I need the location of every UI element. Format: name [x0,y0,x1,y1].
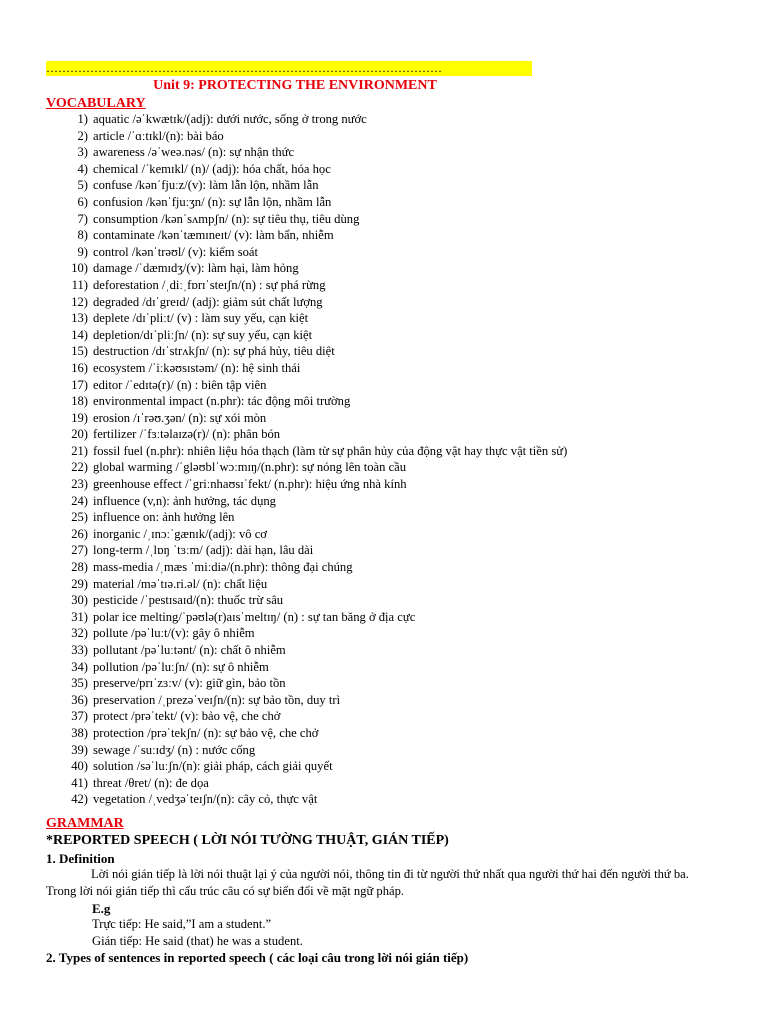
vocabulary-item-text: consumption /kənˈsʌmpʃn/ (n): sự tiêu thụ, tiêu dùng [93,211,360,226]
vocabulary-item-text: article /ˈɑːtɪkl/(n): bài báo [93,128,224,143]
vocabulary-item [46,642,567,659]
vocabulary-item [46,194,567,211]
vocabulary-item-number: 27) [71,543,88,558]
vocabulary-item-number: 15) [71,344,88,359]
vocabulary-item-number: 2) [77,128,88,143]
vocabulary-item [46,410,567,427]
vocabulary-item-number: 41) [71,775,88,790]
vocabulary-item-number: 36) [71,692,88,707]
vocabulary-item-number: 35) [71,676,88,691]
vocabulary-item [46,609,567,626]
reported-speech-heading: *REPORTED SPEECH ( LỜI NÓI TƯỜNG THUẬT, GIÁN TIẾP) [46,833,449,848]
vocabulary-item-text: ecosystem /ˈiːkəʊsɪstəm/ (n): hệ sinh thái [93,360,301,375]
vocabulary-item [46,294,567,311]
vocabulary-item-text: pesticide /ˈpestɪsaɪd/(n): thuốc trừ sâu [93,593,284,608]
vocabulary-item [46,360,567,377]
vocabulary-item [46,791,567,808]
vocabulary-item [46,576,567,593]
example-label: E.g [92,901,111,916]
vocabulary-item-number: 34) [71,659,88,674]
vocabulary-item-text: pollution /pəˈluːʃn/ (n): sự ô nhiễm [93,659,269,674]
vocabulary-item [46,659,567,676]
vocabulary-item [46,393,567,410]
vocabulary-item [46,211,567,228]
vocabulary-item-text: preserve/prɪˈzɜːv/ (v): giữ gìn, bảo tồn [93,676,286,691]
vocabulary-item-number: 17) [71,377,88,392]
vocabulary-item [46,310,567,327]
vocabulary-item-number: 5) [77,178,88,193]
vocabulary-item [46,675,567,692]
example-indirect: Gián tiếp: He said (that) he was a student. [92,934,303,948]
vocabulary-item [46,692,567,709]
unit-title: Unit 9: PROTECTING THE ENVIRONMENT [153,78,437,93]
vocabulary-item-number: 7) [77,211,88,226]
vocabulary-item-number: 26) [71,526,88,541]
vocabulary-item-text: degraded /dɪˈgreɪd/ (adj): giảm sút chất lượng [93,294,323,309]
vocabulary-item-number: 24) [71,493,88,508]
vocabulary-item [46,742,567,759]
vocabulary-item [46,244,567,261]
types-heading: 2. Types of sentences in reported speech ( các loại câu trong lời nói gián tiếp) [46,950,469,965]
vocabulary-item-number: 6) [77,194,88,209]
vocabulary-item [46,327,567,344]
vocabulary-item-number: 11) [71,277,88,292]
vocabulary-item [46,476,567,493]
vocabulary-item-text: protect /prəˈtekt/ (v): bảo vệ, che chở [93,709,281,724]
vocabulary-item-number: 20) [71,427,88,442]
vocabulary-item [46,128,567,145]
vocabulary-item-text: preservation /ˌprezəˈveɪʃn/(n): sự bảo tồn, duy trì [93,692,341,707]
vocabulary-item-text: erosion /ɪˈrəʊ.ʒən/ (n): sự xói mòn [93,410,267,425]
vocabulary-item-number: 8) [77,228,88,243]
vocabulary-item-text: deplete /dɪˈpliːt/ (v) : làm suy yếu, cạn kiệt [93,311,309,326]
vocabulary-item-text: global warming /ˈgləʊblˈwɔːmɪŋ/(n.phr): sự nóng lên toàn cầu [93,460,407,475]
vocabulary-item-number: 14) [71,327,88,342]
vocabulary-item [46,227,567,244]
vocabulary-item-text: fertilizer /ˈfɜːtəlaɪzə(r)/ (n): phân bón [93,427,281,442]
vocabulary-item-number: 42) [71,792,88,807]
vocabulary-item [46,775,567,792]
vocabulary-item-text: greenhouse effect /ˈgriːnhaʊsɪˈfekt/ (n.phr): hiệu ứng nhà kính [93,477,407,492]
vocabulary-item [46,526,567,543]
vocabulary-item-text: destruction /dɪˈstrʌkʃn/ (n): sự phá hủy, tiêu diệt [93,344,335,359]
vocabulary-item-number: 25) [71,510,88,525]
vocabulary-item [46,426,567,443]
vocabulary-item-number: 40) [71,759,88,774]
vocabulary-item-text: awareness /əˈweə.nəs/ (n): sự nhận thức [93,145,295,160]
vocabulary-item-text: pollutant /pəˈluːtənt/ (n): chất ô nhiễm [93,643,286,657]
vocabulary-item-number: 13) [71,311,88,326]
vocabulary-item-text: long-term /ˌlɒŋ ˈtɜːm/ (adj): dài hạn, lâu dài [93,543,314,558]
vocabulary-item [46,592,567,609]
vocabulary-item [46,559,567,576]
vocabulary-item-number: 19) [71,410,88,425]
vocabulary-item-number: 33) [71,643,88,657]
vocabulary-item-text: deforestation /ˌdiːˌfɒrɪˈsteɪʃn/(n) : sự phá rừng [93,277,326,292]
vocabulary-item-number: 29) [71,576,88,591]
vocabulary-item-text: chemical /ˈkemɪkl/ (n)/ (adj): hóa chất, hóa học [93,161,331,176]
vocabulary-item-text: confusion /kənˈfjuːʒn/ (n): sự lẫn lộn, nhầm lẫn [93,194,332,209]
vocabulary-item-number: 16) [71,360,88,375]
vocabulary-item-text: vegetation /ˌvedʒəˈteɪʃn/(n): cây cỏ, thực vật [93,792,318,807]
vocabulary-item [46,459,567,476]
vocabulary-item [46,377,567,394]
vocabulary-item-text: damage /ˈdæmɪdʒ/(v): làm hại, làm hỏng [93,261,299,276]
vocabulary-item-number: 38) [71,725,88,740]
vocabulary-item-number: 37) [71,709,88,724]
grammar-heading: GRAMMAR [46,816,124,831]
vocabulary-item-text: environmental impact (n.phr): tác động môi trường [93,394,351,409]
vocabulary-item [46,443,567,460]
vocabulary-item-number: 4) [77,161,88,176]
vocabulary-item-text: confuse /kənˈfjuːz/(v): làm lẫn lộn, nhầm lẫn [93,178,319,193]
vocabulary-item-text: control /kənˈtrəʊl/ (v): kiểm soát [93,244,258,259]
vocabulary-item-text: contaminate /kənˈtæmɪneɪt/ (v): làm bẩn, nhiễm [93,228,334,243]
vocabulary-item [46,177,567,194]
vocabulary-item [46,493,567,510]
vocabulary-item [46,509,567,526]
vocabulary-item-number: 18) [71,394,88,409]
vocabulary-item-text: influence on: ảnh hưởng lên [93,510,235,525]
vocabulary-item-number: 28) [71,560,88,575]
vocabulary-item-text: polar ice melting/ˈpəʊlə(r)aɪsˈmeltɪŋ/ (n) : sự tan băng ở địa cực [93,609,416,624]
vocabulary-item-text: influence (v,n): ảnh hưởng, tác dụng [93,493,276,508]
definition-heading: 1. Definition [46,851,115,866]
vocabulary-item-text: depletion/dɪˈpliːʃn/ (n): sự suy yếu, cạn kiệt [93,327,313,342]
example-direct: Trực tiếp: He said,”I am a student.” [92,917,272,931]
vocabulary-item [46,542,567,559]
vocabulary-item [46,144,567,161]
vocabulary-item [46,260,567,277]
vocabulary-item [46,111,567,128]
vocabulary-item-number: 32) [71,626,88,641]
vocabulary-item-text: solution /səˈluːʃn/(n): giải pháp, cách giải quyết [93,759,333,774]
vocabulary-item-number: 39) [71,742,88,757]
vocabulary-item-text: threat /θret/ (n): đe dọa [93,775,209,790]
vocabulary-item-text: aquatic /əˈkwætɪk/(adj): dưới nước, sống ở trong nước [93,112,367,126]
vocabulary-item-number: 1) [77,112,88,126]
vocabulary-item-text: inorganic /ˌɪnɔːˈgænɪk/(adj): vô cơ [93,526,267,541]
definition-paragraph: Lời nói gián tiếp là lời nói thuật lại ý của người nói, thông tin đi từ người thứ nhất qua người thứ hai đến người thứ ba. Trong lời nói gián tiếp thì cấu trúc câu có sự biến đổi về mặt ngữ pháp. [46,867,689,898]
vocabulary-item [46,161,567,178]
vocabulary-item [46,625,567,642]
vocabulary-item [46,277,567,294]
vocabulary-item-number: 31) [71,609,88,624]
vocabulary-item [46,343,567,360]
vocabulary-item-text: fossil fuel (n.phr): nhiên liệu hóa thạch (làm từ sự phân hủy của động vật hay thực vật tiền sử) [93,443,568,458]
vocabulary-item-text: editor /ˈedɪtə(r)/ (n) : biên tập viên [93,377,267,392]
vocabulary-item-text: sewage /ˈsuːɪdʒ/ (n) : nước cống [93,742,256,757]
vocabulary-item-number: 10) [71,261,88,276]
vocabulary-list [46,111,567,808]
vocabulary-item-text: mass-media /ˌmæs ˈmiːdiə/(n.phr): thông đại chúng [93,560,353,575]
vocabulary-item-number: 23) [71,477,88,492]
highlighted-dots-line: ……………………………………………………………………………………… [46,61,532,76]
vocabulary-item-number: 12) [71,294,88,309]
vocabulary-item [46,708,567,725]
vocabulary-item-text: material /məˈtɪə.ri.əl/ (n): chất liệu [93,576,268,591]
vocabulary-item-number: 22) [71,460,88,475]
vocabulary-item [46,725,567,742]
vocabulary-item-number: 21) [71,443,88,458]
vocabulary-item-text: protection /prəˈtekʃn/ (n): sự bảo vệ, che chở [93,725,319,740]
vocabulary-item-text: pollute /pəˈluːt/(v): gây ô nhiễm [93,626,255,641]
vocabulary-item [46,758,567,775]
vocabulary-heading: VOCABULARY [46,96,146,111]
vocabulary-item-number: 3) [77,145,88,160]
vocabulary-item-number: 9) [77,244,88,259]
vocabulary-item-number: 30) [71,593,88,608]
